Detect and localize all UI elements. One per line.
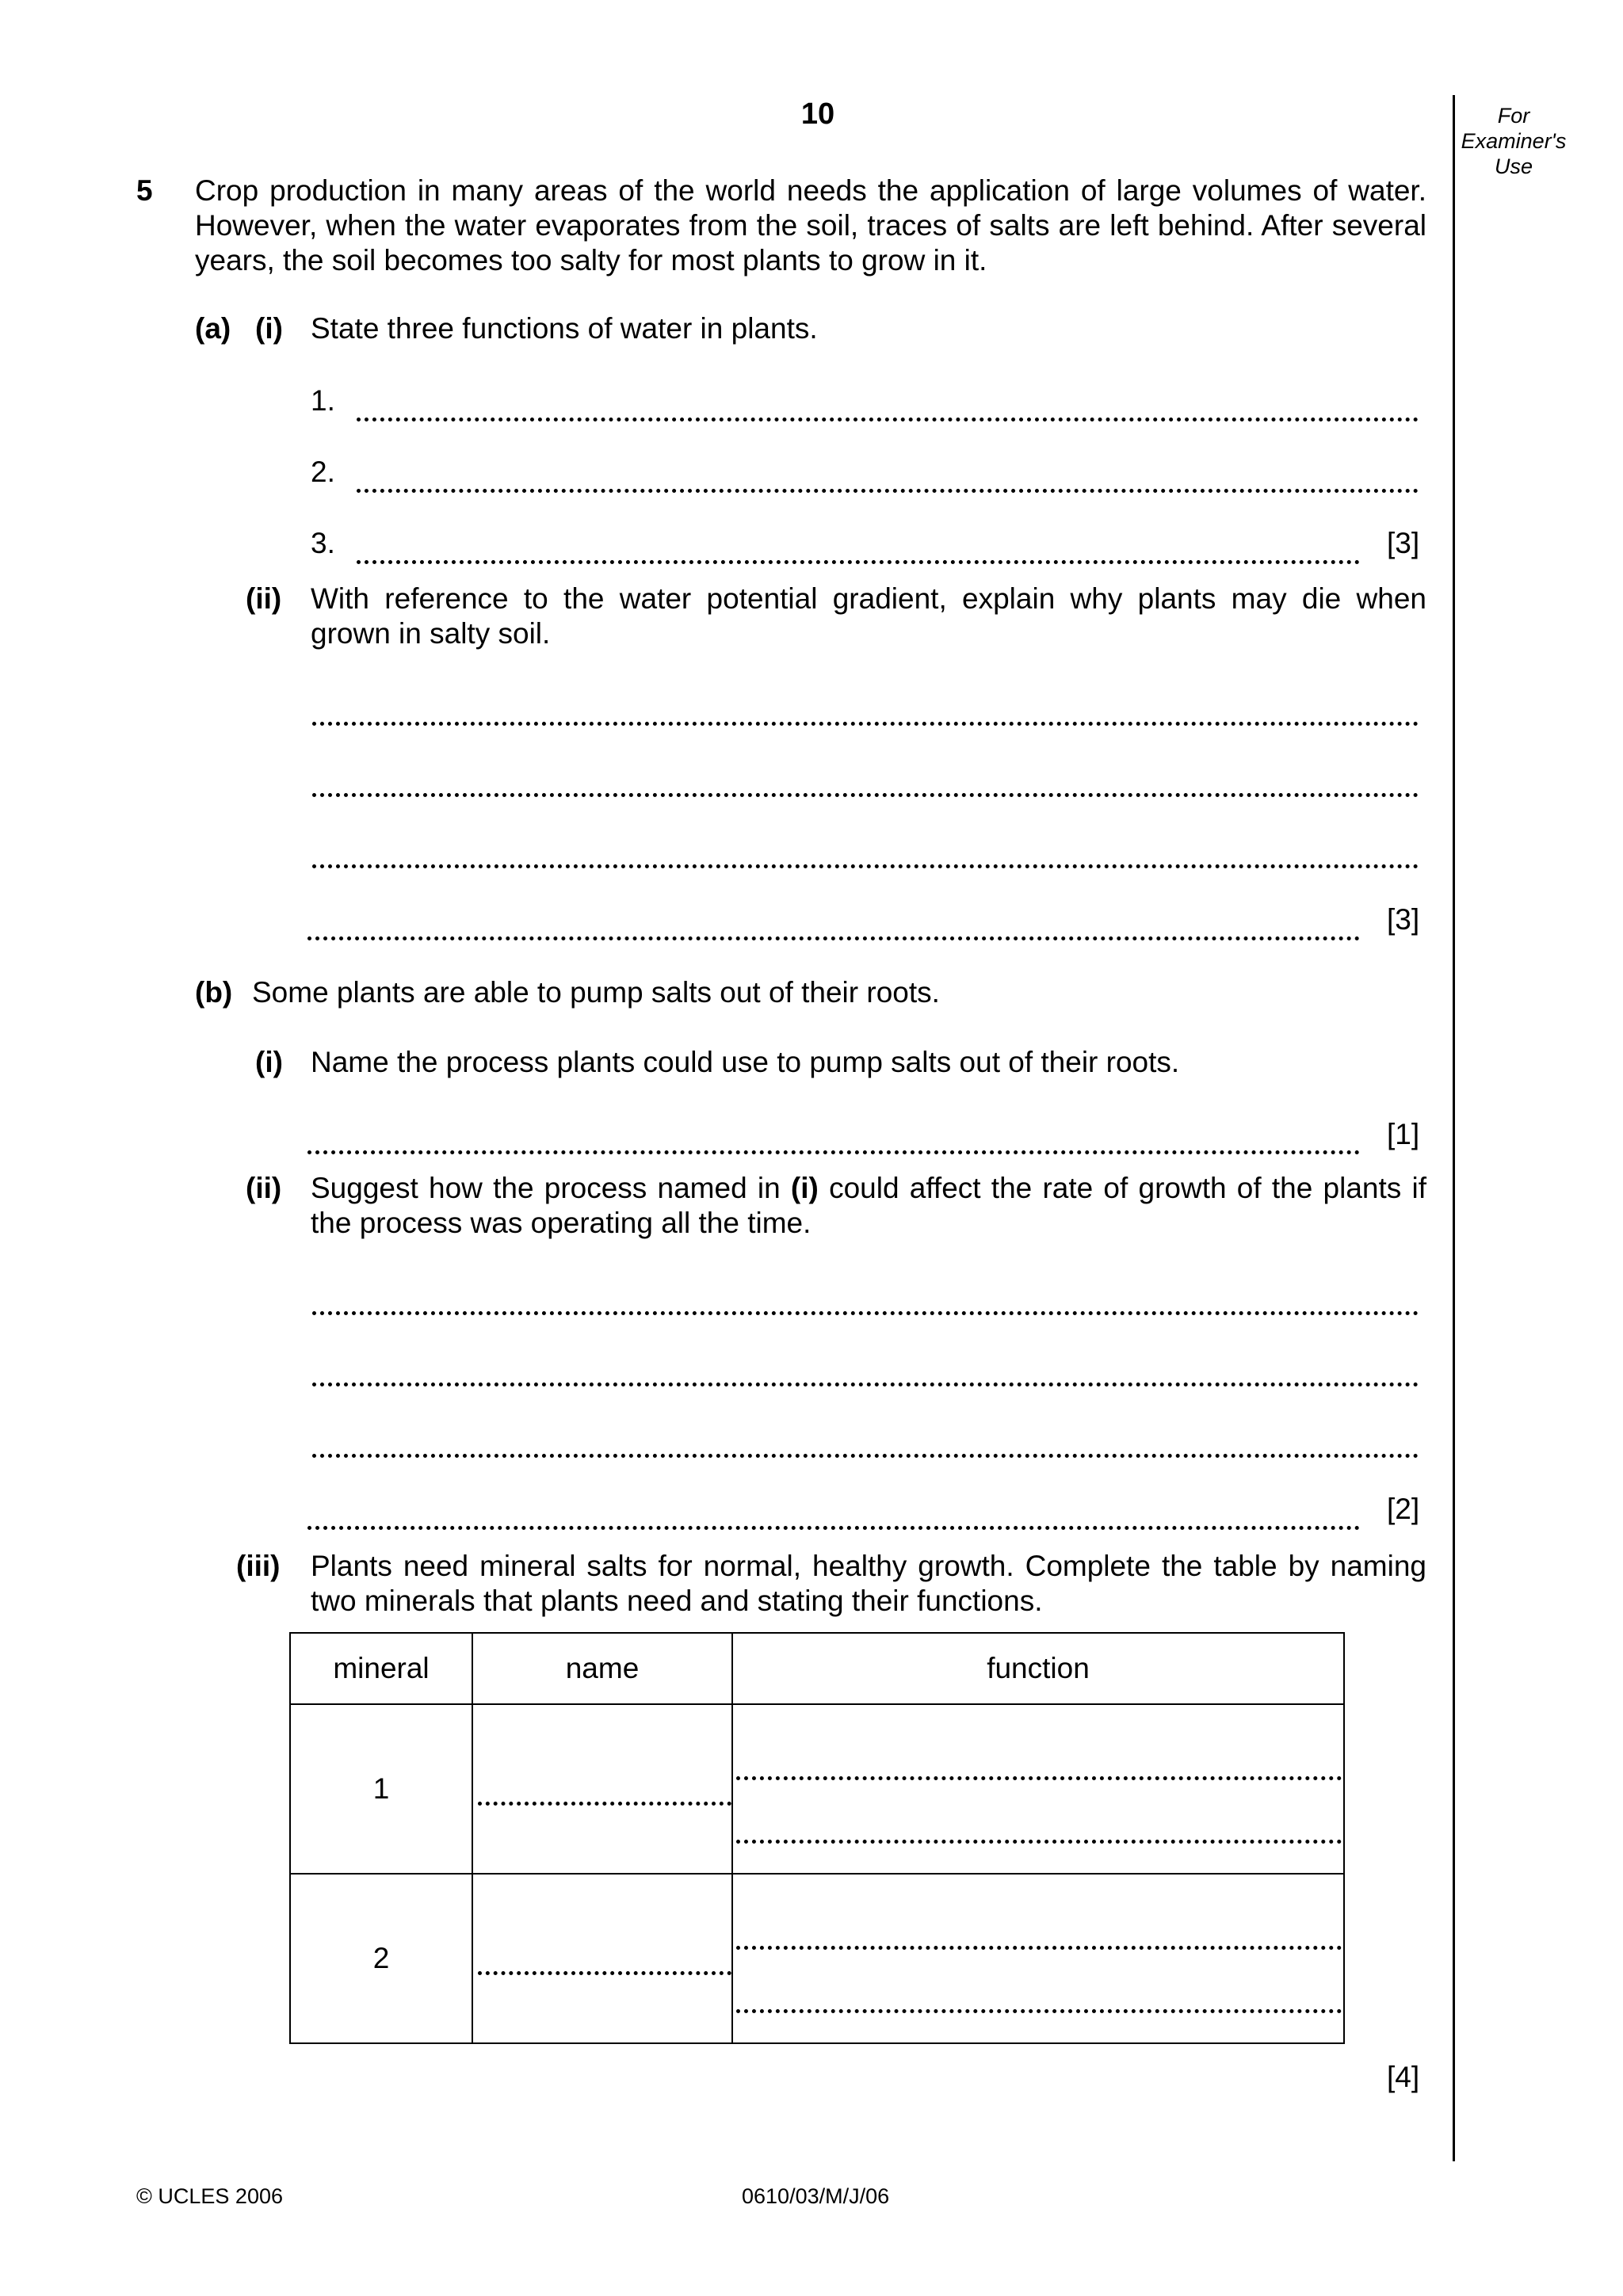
answer-line-number-1: 1. bbox=[311, 384, 335, 417]
function-cell-1[interactable] bbox=[732, 1704, 1344, 1874]
part-a-ii-text: With reference to the water potential gradient, explain why plants may die when grown in salty soil. bbox=[311, 582, 1426, 650]
footer-paper-code: 0610/03/M/J/06 bbox=[742, 2184, 890, 2208]
part-b-i-text: Name the process plants could use to pump salts out of their roots. bbox=[311, 1046, 1180, 1078]
marks-a-i: [3] bbox=[1387, 527, 1420, 559]
part-b-ii-text-before: Suggest how the process named in bbox=[311, 1172, 791, 1204]
question-number: 5 bbox=[136, 174, 153, 207]
part-a-i-label: (i) bbox=[255, 312, 283, 345]
part-b-ii-text bbox=[311, 1171, 1426, 1241]
part-b-iii-label: (iii) bbox=[236, 1550, 281, 1582]
marks-a-ii: [3] bbox=[1387, 903, 1420, 936]
function-answer-line-1a[interactable] bbox=[736, 1776, 1342, 1780]
part-a-i-text: State three functions of water in plants. bbox=[311, 312, 818, 345]
part-b-ii-text-after: could affect the rate of growth of the plants if the process was operating all the time. bbox=[311, 1172, 1426, 1239]
answer-line-number-2: 2. bbox=[311, 456, 335, 488]
function-answer-line-2b[interactable] bbox=[736, 2009, 1342, 2013]
part-b-text: Some plants are able to pump salts out of their roots. bbox=[252, 976, 940, 1009]
part-a-label: (a) bbox=[195, 312, 231, 345]
function-cell-2[interactable] bbox=[732, 1874, 1344, 2043]
footer-copyright: © UCLES 2006 bbox=[136, 2184, 283, 2208]
name-cell-2[interactable] bbox=[472, 1874, 732, 2043]
answer-line-a-ii-3[interactable] bbox=[312, 864, 1419, 868]
header-mineral: mineral bbox=[290, 1633, 472, 1704]
minerals-table bbox=[289, 1632, 1345, 2044]
name-answer-line-2[interactable] bbox=[478, 1971, 731, 1975]
part-b-ii-text-ref: (i) bbox=[790, 1172, 819, 1204]
function-answer-line-1b[interactable] bbox=[736, 1840, 1342, 1844]
marks-b-ii: [2] bbox=[1387, 1493, 1420, 1525]
table-row bbox=[290, 1874, 1344, 2043]
mineral-number-2: 2 bbox=[290, 1874, 472, 2043]
answer-line-a-ii-4[interactable] bbox=[307, 936, 1360, 940]
header-name: name bbox=[472, 1633, 732, 1704]
part-b-ii-label: (ii) bbox=[246, 1172, 282, 1204]
table-row bbox=[290, 1704, 1344, 1874]
part-a-ii-label: (ii) bbox=[246, 582, 282, 615]
examiner-use-label bbox=[1450, 103, 1577, 179]
answer-line-a-ii-2[interactable] bbox=[312, 793, 1419, 797]
answer-line-number-3: 3. bbox=[311, 527, 335, 559]
answer-line-b-ii-1[interactable] bbox=[312, 1311, 1419, 1315]
marks-b-iii: [4] bbox=[1387, 2061, 1420, 2093]
answer-line-a-i-2[interactable] bbox=[357, 489, 1419, 493]
examiner-margin-line bbox=[1453, 95, 1455, 2161]
mineral-number-1: 1 bbox=[290, 1704, 472, 1874]
page-number: 10 bbox=[800, 97, 835, 131]
table-header-row bbox=[290, 1633, 1344, 1704]
answer-line-b-ii-3[interactable] bbox=[312, 1454, 1419, 1458]
question-intro: Crop production in many areas of the world needs the application of large volumes of water. However, when the water evaporates from the soil, traces of salts are left behind. After several years, the soil becomes too salty for most plants to grow in it. bbox=[195, 174, 1426, 277]
answer-line-a-i-3[interactable] bbox=[357, 560, 1360, 564]
name-answer-line-1[interactable] bbox=[478, 1802, 731, 1806]
examiner-label-line-3: Use bbox=[1494, 154, 1533, 178]
answer-line-b-i[interactable] bbox=[307, 1150, 1360, 1154]
header-function: function bbox=[732, 1633, 1344, 1704]
examiner-label-line-1: For bbox=[1497, 104, 1530, 128]
part-b-label: (b) bbox=[195, 976, 233, 1009]
function-answer-line-2a[interactable] bbox=[736, 1946, 1342, 1950]
name-cell-1[interactable] bbox=[472, 1704, 732, 1874]
answer-line-b-ii-2[interactable] bbox=[312, 1383, 1419, 1386]
part-b-iii-text: Plants need mineral salts for normal, healthy growth. Complete the table by naming two minerals that plants need and stating their functions. bbox=[311, 1550, 1426, 1617]
answer-line-b-ii-4[interactable] bbox=[307, 1526, 1360, 1530]
marks-b-i: [1] bbox=[1387, 1118, 1420, 1150]
examiner-label-line-2: Examiner's bbox=[1461, 129, 1567, 153]
part-b-i-label: (i) bbox=[255, 1046, 283, 1078]
answer-line-a-i-1[interactable] bbox=[357, 418, 1419, 421]
answer-line-a-ii-1[interactable] bbox=[312, 722, 1419, 726]
